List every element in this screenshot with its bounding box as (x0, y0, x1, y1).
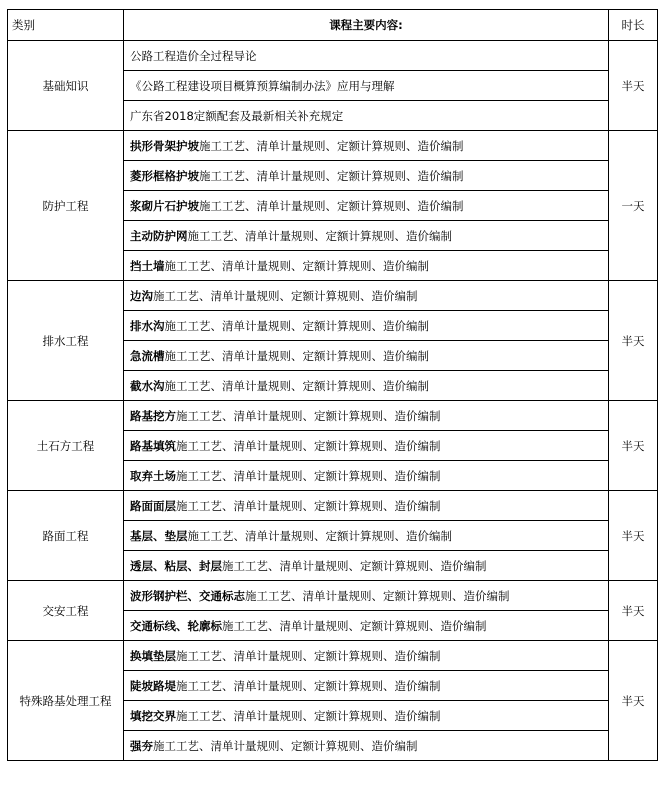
content-keyword: 截水沟 (130, 378, 165, 393)
content-cell (124, 371, 609, 401)
content-text: 施工工艺、清单计量规则、定额计算规则、造价编制 (176, 678, 441, 693)
content-cell (124, 311, 609, 341)
content-cell (124, 491, 609, 521)
content-keyword: 路基挖方 (130, 408, 176, 423)
duration-cell: 半天 (609, 581, 658, 641)
content-keyword: 强夯 (130, 738, 153, 753)
content-cell (124, 611, 609, 641)
content-cell (124, 221, 609, 251)
category-cell: 防护工程 (8, 131, 124, 281)
content-keyword: 菱形框格护坡 (130, 168, 199, 183)
table-row (8, 41, 658, 71)
content-text: 施工工艺、清单计量规则、定额计算规则、造价编制 (199, 138, 464, 153)
content-text: 施工工艺、清单计量规则、定额计算规则、造价编制 (176, 438, 441, 453)
content-cell (124, 131, 609, 161)
category-cell: 交安工程 (8, 581, 124, 641)
table-row (8, 281, 658, 311)
content-cell (124, 41, 609, 71)
content-keyword: 交通标线、轮廓标 (130, 618, 222, 633)
header-content: 课程主要内容: (124, 10, 609, 41)
content-cell (124, 191, 609, 221)
content-cell (124, 731, 609, 761)
course-table-container (7, 9, 658, 761)
content-text: 施工工艺、清单计量规则、定额计算规则、造价编制 (187, 228, 452, 243)
content-text: 公路工程造价全过程导论 (130, 48, 257, 63)
content-text: 施工工艺、清单计量规则、定额计算规则、造价编制 (153, 288, 418, 303)
content-keyword: 边沟 (130, 288, 153, 303)
content-cell (124, 281, 609, 311)
content-text: 施工工艺、清单计量规则、定额计算规则、造价编制 (164, 258, 429, 273)
content-text: 施工工艺、清单计量规则、定额计算规则、造价编制 (222, 558, 487, 573)
duration-cell: 半天 (609, 41, 658, 131)
table-row (8, 491, 658, 521)
duration-cell: 一天 (609, 131, 658, 281)
category-cell: 特殊路基处理工程 (8, 641, 124, 761)
content-text: 施工工艺、清单计量规则、定额计算规则、造价编制 (199, 198, 464, 213)
content-cell (124, 521, 609, 551)
content-text: 施工工艺、清单计量规则、定额计算规则、造价编制 (176, 708, 441, 723)
content-keyword: 浆砌片石护坡 (130, 198, 199, 213)
content-cell (124, 431, 609, 461)
content-cell (124, 581, 609, 611)
content-text: 广东省2018定额配套及最新相关补充规定 (130, 108, 344, 123)
content-keyword: 主动防护网 (130, 228, 188, 243)
table-row (8, 581, 658, 611)
content-text: 施工工艺、清单计量规则、定额计算规则、造价编制 (176, 408, 441, 423)
content-keyword: 排水沟 (130, 318, 165, 333)
duration-cell: 半天 (609, 281, 658, 401)
table-row (8, 131, 658, 161)
header-category: 类别 (8, 10, 124, 41)
content-cell (124, 101, 609, 131)
content-keyword: 陡坡路堤 (130, 678, 176, 693)
content-keyword: 透层、粘层、封层 (130, 558, 222, 573)
content-cell (124, 641, 609, 671)
content-text: 施工工艺、清单计量规则、定额计算规则、造价编制 (199, 168, 464, 183)
content-text: 施工工艺、清单计量规则、定额计算规则、造价编制 (176, 648, 441, 663)
content-text: 施工工艺、清单计量规则、定额计算规则、造价编制 (164, 378, 429, 393)
course-table (7, 9, 658, 761)
content-cell (124, 701, 609, 731)
content-keyword: 路基填筑 (130, 438, 176, 453)
content-text: 施工工艺、清单计量规则、定额计算规则、造价编制 (176, 468, 441, 483)
content-cell (124, 671, 609, 701)
content-keyword: 换填垫层 (130, 648, 176, 663)
content-text: 施工工艺、清单计量规则、定额计算规则、造价编制 (164, 348, 429, 363)
duration-cell: 半天 (609, 401, 658, 491)
content-cell (124, 401, 609, 431)
table-row (8, 641, 658, 671)
content-keyword: 基层、垫层 (130, 528, 188, 543)
content-text: 施工工艺、清单计量规则、定额计算规则、造价编制 (153, 738, 418, 753)
content-text: 施工工艺、清单计量规则、定额计算规则、造价编制 (245, 588, 510, 603)
content-cell (124, 71, 609, 101)
header-duration: 时长 (609, 10, 658, 41)
content-cell (124, 551, 609, 581)
header-row (8, 10, 658, 41)
content-keyword: 取弃土场 (130, 468, 176, 483)
category-cell: 路面工程 (8, 491, 124, 581)
content-text: 《公路工程建设项目概算预算编制办法》应用与理解 (130, 78, 395, 93)
duration-cell: 半天 (609, 641, 658, 761)
content-keyword: 急流槽 (130, 348, 165, 363)
content-keyword: 填挖交界 (130, 708, 176, 723)
content-keyword: 波形钢护栏、交通标志 (130, 588, 245, 603)
content-text: 施工工艺、清单计量规则、定额计算规则、造价编制 (187, 528, 452, 543)
category-cell: 土石方工程 (8, 401, 124, 491)
content-keyword: 挡土墙 (130, 258, 165, 273)
category-cell: 排水工程 (8, 281, 124, 401)
content-cell (124, 341, 609, 371)
content-keyword: 拱形骨架护坡 (130, 138, 199, 153)
table-body (8, 41, 658, 761)
content-text: 施工工艺、清单计量规则、定额计算规则、造价编制 (222, 618, 487, 633)
content-cell (124, 461, 609, 491)
duration-cell: 半天 (609, 491, 658, 581)
content-keyword: 路面面层 (130, 498, 176, 513)
content-text: 施工工艺、清单计量规则、定额计算规则、造价编制 (176, 498, 441, 513)
content-cell (124, 251, 609, 281)
table-row (8, 401, 658, 431)
content-cell (124, 161, 609, 191)
category-cell: 基础知识 (8, 41, 124, 131)
content-text: 施工工艺、清单计量规则、定额计算规则、造价编制 (164, 318, 429, 333)
